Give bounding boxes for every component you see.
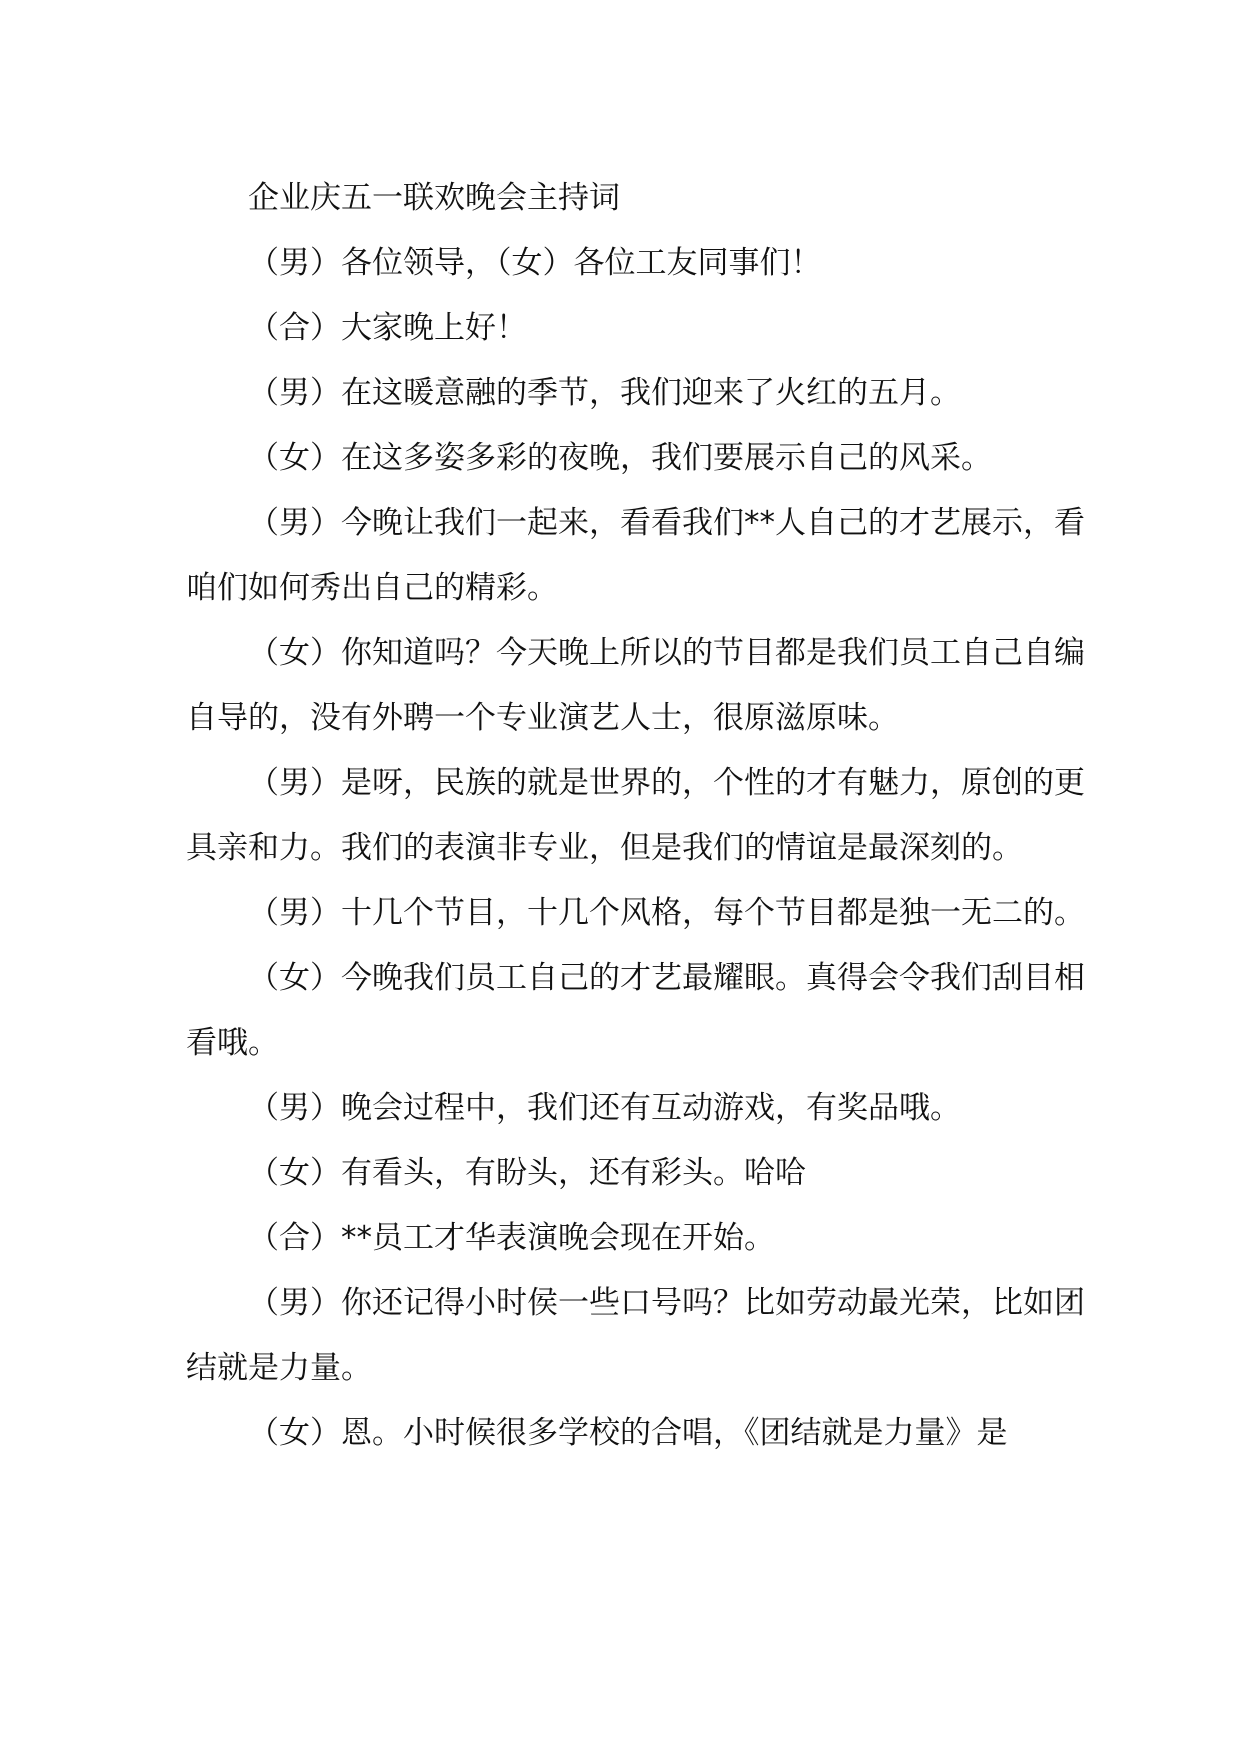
document-body [186,166,1086,1466]
paragraph: （男）各位领导，（女）各位工友同事们！ [248,245,822,281]
paragraph: （男）是呀，民族的就是世界的，个性的才有魅力，原创的更具亲和力。我们的表演非专业，但是我们的情谊是最深刻的。 [186,765,1085,866]
paragraph: （男）你还记得小时侯一些口号吗？比如劳动最光荣，比如团结就是力量。 [186,1285,1085,1386]
paragraph: （女）有看头，有盼头，还有彩头。哈哈 [248,1155,806,1191]
paragraph: （女）恩。小时候很多学校的合唱，《团结就是力量》是 [248,1415,1008,1451]
paragraph: （女）你知道吗？今天晚上所以的节目都是我们员工自己自编自导的，没有外聘一个专业演艺人士，很原滋原味。 [186,635,1085,736]
paragraph: （女）在这多姿多彩的夜晚，我们要展示自己的风采。 [248,440,992,476]
document-title: 企业庆五一联欢晚会主持词 [248,180,620,216]
paragraph: （合）大家晚上好！ [248,310,527,346]
paragraph: （男）十几个节目，十几个风格，每个节目都是独一无二的。 [248,895,1085,931]
paragraph: （男）晚会过程中，我们还有互动游戏，有奖品哦。 [248,1090,961,1126]
paragraph: （男）今晚让我们一起来，看看我们**人自己的才艺展示，看咱们如何秀出自己的精彩。 [186,505,1085,606]
paragraph: （女）今晚我们员工自己的才艺最耀眼。真得会令我们刮目相看哦。 [186,960,1085,1061]
paragraph: （合）**员工才华表演晚会现在开始。 [248,1220,775,1256]
paragraph: （男）在这暖意融的季节，我们迎来了火红的五月。 [248,375,961,411]
